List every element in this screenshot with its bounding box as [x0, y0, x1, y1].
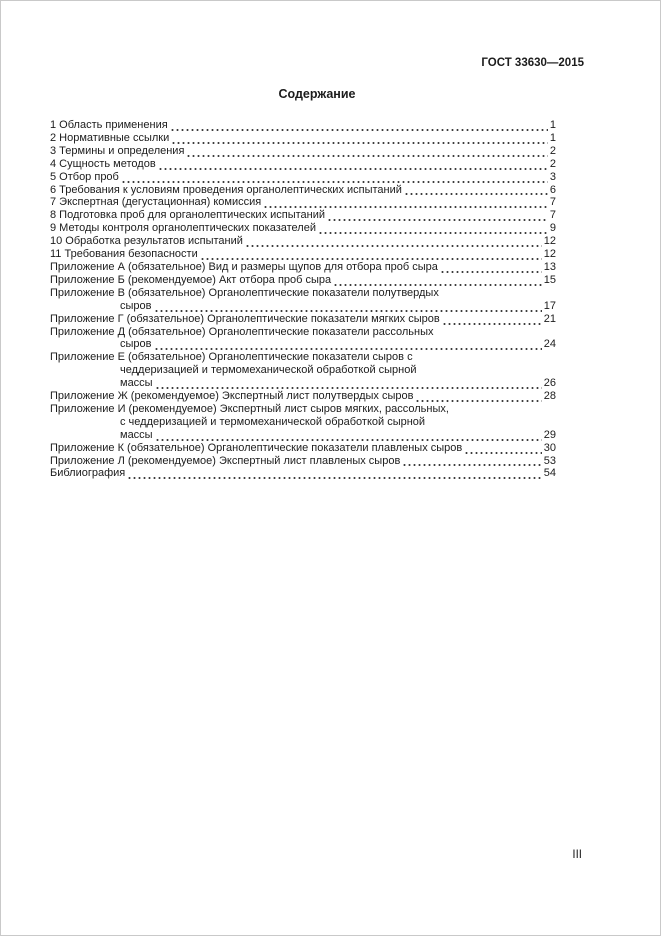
toc-page-number: 7	[549, 196, 556, 209]
toc-entry-text: 3 Термины и определения	[50, 144, 185, 157]
toc-entry-line	[50, 145, 556, 158]
dot-leader	[121, 173, 548, 184]
toc-entry-line	[50, 403, 556, 416]
toc-page-number: 9	[549, 222, 556, 235]
toc-entry-text: Приложение Л (рекомендуемое) Экспертный лист плавленых сыров	[50, 454, 401, 467]
dot-leader	[464, 444, 542, 455]
toc-entry	[50, 442, 556, 455]
toc-page-number: 3	[549, 170, 556, 183]
toc-entry-text: массы	[120, 428, 153, 441]
toc-entry	[50, 390, 556, 403]
dot-leader	[404, 185, 548, 196]
toc-entry-line	[50, 261, 556, 274]
toc-entry-line	[50, 196, 556, 209]
dot-leader	[333, 276, 542, 287]
toc-page-number: 1	[549, 131, 556, 144]
toc-entry	[50, 287, 556, 313]
dot-leader	[327, 211, 548, 222]
toc-entry	[50, 326, 556, 352]
toc-entry	[50, 145, 556, 158]
toc-page-number: 12	[543, 235, 556, 248]
toc-entry-line	[50, 455, 556, 468]
toc-entry-line	[50, 184, 556, 197]
dot-leader	[245, 237, 542, 248]
toc-page-number: 6	[549, 183, 556, 196]
toc-entry	[50, 196, 556, 209]
toc-entry	[50, 313, 556, 326]
toc-entry	[50, 132, 556, 145]
dot-leader	[318, 224, 548, 235]
dot-leader	[200, 250, 542, 261]
toc-page-number: 26	[543, 377, 556, 390]
dot-leader	[155, 379, 542, 390]
toc-entry-line	[50, 300, 556, 313]
toc-page-number: 54	[543, 467, 556, 480]
toc-entry-line	[50, 442, 556, 455]
dot-leader	[440, 263, 542, 274]
toc-entry-line	[50, 351, 556, 364]
toc-entry-text: чеддеризацией и термомеханической обработкой сырной	[120, 364, 417, 377]
toc-entry-text: 6 Требования к условиям проведения органолептических испытаний	[50, 183, 402, 196]
toc-page-number: 30	[543, 441, 556, 454]
toc-entry	[50, 171, 556, 184]
dot-leader	[186, 147, 547, 158]
toc-entry	[50, 209, 556, 222]
toc-entry	[50, 403, 556, 442]
toc-entry-line	[50, 326, 556, 339]
toc-page-number: 15	[543, 273, 556, 286]
toc-entry-line	[50, 287, 556, 300]
toc-entry-text: Приложение Д (обязательное) Органолептические показатели рассольных	[50, 325, 434, 338]
dot-leader	[415, 392, 541, 403]
toc-entry-line	[50, 119, 556, 132]
toc-entry-line	[50, 377, 556, 390]
toc-entry-text: Приложение В (обязательное) Органолептические показатели полутвердых	[50, 286, 439, 299]
toc-entry	[50, 351, 556, 390]
toc-page-number: 12	[543, 248, 556, 261]
toc-entry-text: 1 Область применения	[50, 119, 168, 131]
toc-entry-text: 7 Экспертная (дегустационная) комиссия	[50, 196, 262, 209]
toc-entry-text: 9 Методы контроля органолептических показателей	[50, 222, 316, 235]
toc-entry-line	[50, 313, 556, 326]
toc-entry-line	[50, 248, 556, 261]
dot-leader	[155, 431, 542, 442]
toc-entry	[50, 274, 556, 287]
toc-entry-text: Библиография	[50, 467, 126, 480]
toc-entry	[50, 467, 556, 480]
toc-entry-text: Приложение К (обязательное) Органолептические показатели плавленых сыров	[50, 441, 463, 454]
toc-entry-line	[50, 235, 556, 248]
toc-entry-text: Приложение Е (обязательное) Органолептические показатели сыров с	[50, 351, 413, 364]
dot-leader	[154, 340, 542, 351]
toc-entry	[50, 158, 556, 171]
toc-entry	[50, 184, 556, 197]
dot-leader	[170, 121, 548, 132]
toc-entry	[50, 261, 556, 274]
page-footer-number: III	[572, 849, 582, 861]
doc-number: ГОСТ 33630—2015	[481, 57, 584, 69]
toc-entry	[50, 248, 556, 261]
toc-entry-text: Приложение И (рекомендуемое) Экспертный лист сыров мягких, рассольных,	[50, 402, 449, 415]
toc-entry-line	[50, 364, 556, 377]
toc-entry-text: Приложение Б (рекомендуемое) Акт отбора проб сыра	[50, 273, 332, 286]
toc-entry-line	[50, 274, 556, 287]
toc-entry-line	[50, 467, 556, 480]
toc-page-number: 2	[549, 157, 556, 170]
toc-entry-text: 8 Подготовка проб для органолептических испытаний	[50, 209, 326, 222]
toc-list	[50, 119, 584, 480]
dot-leader	[402, 456, 541, 467]
toc-entry-line	[50, 416, 556, 429]
toc-entry-text: 11 Требования безопасности	[50, 248, 198, 261]
toc-entry-text: 2 Нормативные ссылки	[50, 131, 170, 144]
toc-entry-text: Приложение А (обязательное) Вид и размеры щупов для отбора проб сыра	[50, 260, 438, 273]
dot-leader	[127, 469, 542, 480]
toc-page-number: 29	[543, 428, 556, 441]
toc-entry-text: Приложение Г (обязательное) Органолептические показатели мягких сыров	[50, 312, 440, 325]
toc-entry-line	[50, 171, 556, 184]
toc-entry-text: 10 Обработка результатов испытаний	[50, 235, 243, 248]
toc-entry	[50, 119, 556, 132]
toc-entry-text: сыров	[120, 338, 152, 351]
dot-leader	[263, 198, 548, 209]
page-title: Содержание	[278, 87, 356, 101]
toc-page-number: 17	[543, 299, 556, 312]
toc-entry	[50, 222, 556, 235]
toc-entry-text: Приложение Ж (рекомендуемое) Экспертный лист полутвердых сыров	[50, 390, 414, 403]
toc-entry-line	[50, 338, 556, 351]
toc-entry-line	[50, 429, 556, 442]
toc-entry-text: 4 Сущность методов	[50, 157, 156, 170]
dot-leader	[442, 315, 542, 326]
toc-entry-text: массы	[120, 377, 153, 390]
toc-page-number: 13	[543, 260, 556, 273]
toc-entry-line	[50, 209, 556, 222]
dot-leader	[158, 160, 548, 171]
toc-entry-line	[50, 132, 556, 145]
toc-entry-text: сыров	[120, 299, 152, 312]
toc-entry-text: 5 Отбор проб	[50, 170, 119, 183]
toc-page-number: 53	[543, 454, 556, 467]
toc-page-number: 24	[543, 338, 556, 351]
toc-page-number: 2	[549, 144, 556, 157]
toc-page-number: 1	[549, 119, 556, 131]
dot-leader	[171, 134, 548, 145]
toc-entry-line	[50, 158, 556, 171]
toc-entry	[50, 235, 556, 248]
toc-entry-line	[50, 390, 556, 403]
toc-page-number: 7	[549, 209, 556, 222]
toc-page-number: 21	[543, 312, 556, 325]
toc-entry	[50, 455, 556, 468]
toc-entry-line	[50, 222, 556, 235]
toc-entry-text: с чеддеризацией и термомеханической обработкой сырной	[120, 415, 426, 428]
dot-leader	[154, 302, 542, 313]
toc-page-number: 28	[543, 390, 556, 403]
